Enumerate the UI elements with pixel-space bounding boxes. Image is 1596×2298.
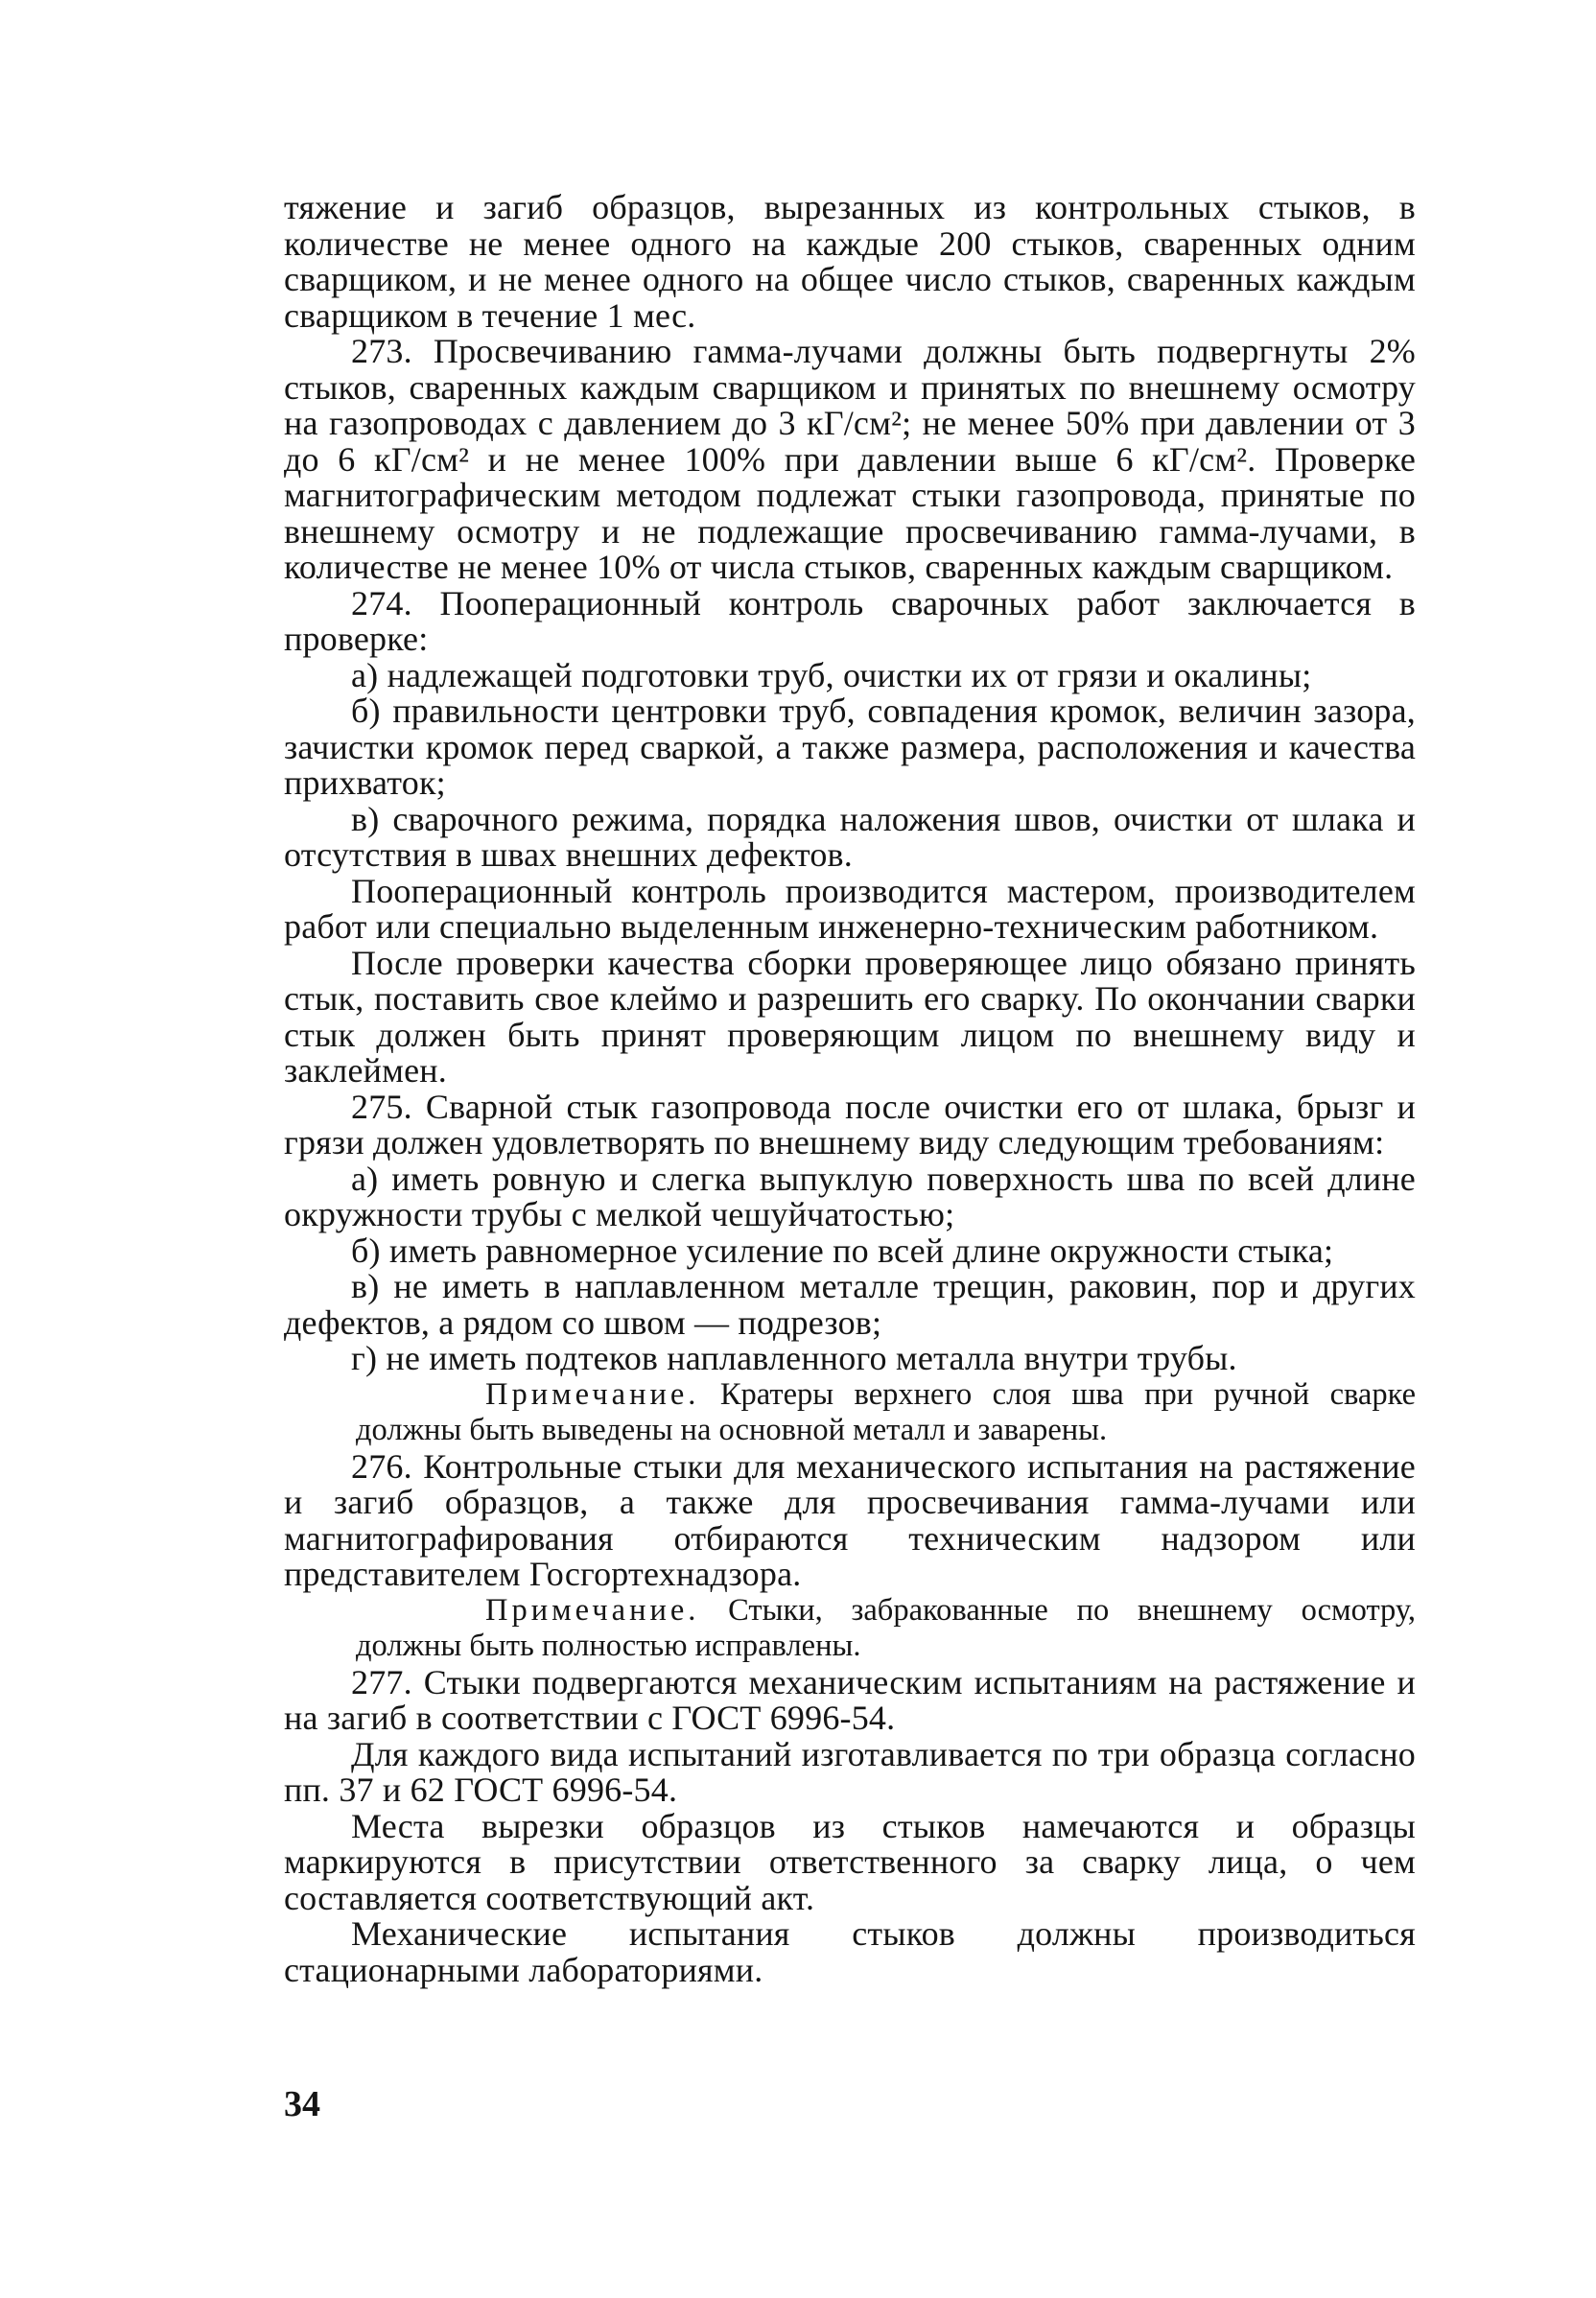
page-number: 34 <box>284 2084 320 2124</box>
note-rejected-joints <box>284 1593 1416 1665</box>
paragraph-275-d: г) не иметь подтеков наплавленного металла внутри трубы. <box>351 1339 1237 1377</box>
paragraph-277-labs: Механические испытания стыков должны производиться стационарными лабораториями. <box>284 1914 1416 1989</box>
paragraph-274-b: б) правильности центровки труб, совпадения кромок, величин зазора, зачистки кромок перед сваркой, а также размера, расположения и качества прихваток; <box>284 692 1416 802</box>
paragraph-277: 277. Стыки подвергаются механическим испытаниям на растяжение и на загиб в соответствии с ГОСТ 6996-54. <box>284 1662 1416 1737</box>
paragraph-273: 273. Просвечиванию гамма-лучами должны быть подвергнуты 2% стыков, сваренных каждым сварщиком и принятых по внешнему осмотру на газопроводах с давлением до 3 кГ/см²; не менее 50% при давлении от 3 до 6 кГ/см² и не менее 100% при давлении выше 6 кГ/см². Проверке магнитографическим методом подлежат стыки газопровода, принятые по внешнему осмотру и не подлежащие просвечиванию гамма-лучами, в количестве не менее 10% от числа стыков, сваренных каждым сварщиком. <box>284 332 1416 586</box>
note-text: Кратеры верхнего слоя шва при ручной сварке должны быть выведены на основной металл и заварены. <box>356 1376 1416 1447</box>
paragraph-274: 274. Пооперационный контроль сварочных работ заключается в проверке: <box>284 583 1416 658</box>
paragraph-277-samples: Для каждого вида испытаний изготавливается по три образца согласно пп. 37 и 62 ГОСТ 6996-54. <box>284 1734 1416 1809</box>
note-label: Примечание. <box>485 1592 700 1628</box>
paragraph-274-c: в) сварочного режима, порядка наложения швов, очистки от шлака и отсутствия в швах внешних дефектов. <box>284 799 1416 874</box>
paragraph-275-a: а) иметь ровную и слегка выпуклую поверхность шва по всей длине окружности трубы с мелкой чешуйчатостью; <box>284 1159 1416 1233</box>
paragraph-continuation: тяжение и загиб образцов, вырезанных из контрольных стыков, в количестве не менее одного на каждые 200 стыков, сваренных одним сварщиком, и не менее одного на общее число стыков, сваренных каждым сварщиком в течение 1 мес. <box>284 188 1416 335</box>
note-craters <box>284 1377 1416 1449</box>
paragraph-275-c: в) не иметь в наплавленном металле трещин, раковин, пор и других дефектов, а рядом со швом — подрезов; <box>284 1267 1416 1342</box>
note-text: Стыки, забракованные по внешнему осмотру, должны быть полностью исправлены. <box>356 1592 1416 1663</box>
paragraph-275: 275. Сварной стык газопровода после очистки его от шлака, брызг и грязи должен удовлетворять по внешнему виду следующим требованиям: <box>284 1087 1416 1161</box>
paragraph-274-after-check: После проверки качества сборки проверяющее лицо обязано принять стык, поставить свое клеймо и разрешить его сварку. По окончании сварки стык должен быть принят проверяющим лицом по внешнему виду и заклеймен. <box>284 943 1416 1090</box>
paragraph-274-a: а) надлежащей подготовки труб, очистки их от грязи и окалины; <box>351 655 1312 694</box>
document-page <box>284 190 1416 1988</box>
paragraph-274-control: Пооперационный контроль производится мастером, производителем работ или специально выделенным инженерно-техническим работником. <box>284 871 1416 946</box>
paragraph-277-marking: Места вырезки образцов из стыков намечаются и образцы маркируются в присутствии ответственного за сварку лица, о чем составляется соответствующий акт. <box>284 1806 1416 1917</box>
paragraph-276: 276. Контрольные стыки для механического испытания на растяжение и загиб образцов, а также для просвечивания гамма-лучами или магнитографирования отбираются техническим надзором или представителем Госгортехнадзора. <box>284 1446 1416 1593</box>
note-label: Примечание. <box>485 1376 700 1412</box>
paragraph-275-b: б) иметь равномерное усиление по всей длине окружности стыка; <box>351 1231 1334 1270</box>
